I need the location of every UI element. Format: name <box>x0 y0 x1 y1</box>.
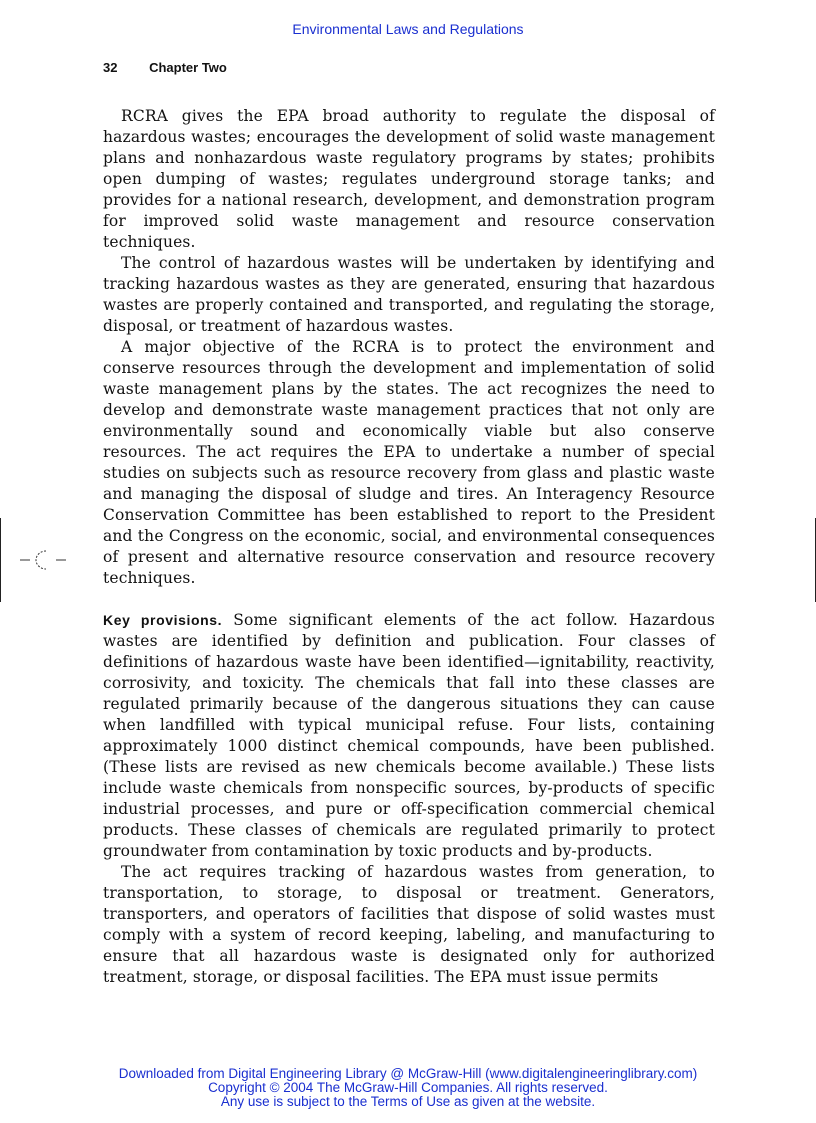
footer-terms: Any use is subject to the Terms of Use as given at the website. <box>220 1094 596 1109</box>
top-header-link[interactable]: Environmental Laws and Regulations <box>292 21 524 37</box>
paragraph: RCRA gives the EPA broad authority to regulate the disposal of hazardous wastes; encourages the development of solid waste management plans and nonhazardous waste regulatory programs by states; prohibits open dumping of wastes; regulates underground storage tanks; and provides for a national research, development, and demonstration program for improved solid waste management and resource conservation techniques. <box>103 107 715 251</box>
left-crop-mark <box>0 518 1 602</box>
footer-copyright: Copyright © 2004 The McGraw-Hill Companies. All rights reserved. <box>208 1080 608 1095</box>
footer-download-link[interactable]: Downloaded from Digital Engineering Library @ McGraw-Hill (www.digitalengineeringlibrary.com) <box>118 1066 698 1081</box>
paragraph: A major objective of the RCRA is to protect the environment and conserve resources through the development and implementation of solid waste management plans by the states. The act recognizes the need to develop and demonstrate waste management practices that not only are environmentally sound and economically viable but also conserve resources. The act requires the EPA to undertake a number of special studies on subjects such as resource recovery from glass and plastic waste and managing the disposal of sludge and tires. An Interagency Resource Conservation Committee has been established to report to the President and the Congress on the economic, social, and environmental consequences of present and alternative resource conservation and resource recovery techniques. <box>103 338 715 587</box>
running-head <box>103 60 227 75</box>
paragraph: The control of hazardous wastes will be undertaken by identifying and tracking hazardous wastes as they are generated, ensuring that hazardous wastes are properly contained and transported, and regulating the storage, disposal, or treatment of hazardous wastes. <box>103 254 715 335</box>
page-number: 32 <box>103 60 118 75</box>
paragraph: The act requires tracking of hazardous wastes from generation, to transportation, to storage, to disposal or treatment. Generators, transporters, and operators of facilities that dispose of solid wastes must comply with a system of record keeping, labeling, and manufacturing to ensure that all hazardous waste is designated only for authorized treatment, storage, or disposal facilities. The EPA must issue permits <box>103 863 715 986</box>
section-text: Some significant elements of the act follow. Hazardous wastes are identified by definition and publication. Four classes of definitions of hazardous waste have been identified—ignitability, reactivity, corrosivity, and toxicity. The chemicals that fall into these classes are regulated primarily because of the dangerous situations they can cause when landfilled with typical municipal refuse. Four lists, containing approximately 1000 distinct chemical compounds, have been published. (These lists are revised as new chemicals become available.) These lists include waste chemicals from nonspecific sources, by-products of specific industrial processes, and pure or off-specification commercial chemical products. These classes of chemicals are regulated primarily to protect groundwater from contamination by toxic products and by-products. <box>103 611 716 860</box>
body-text <box>103 106 715 988</box>
chapter-title: Chapter Two <box>149 60 227 75</box>
section-paragraph <box>103 610 715 862</box>
section-heading: Key provisions. <box>103 612 223 628</box>
registration-mark-icon <box>20 548 68 572</box>
footer <box>0 1067 816 1109</box>
